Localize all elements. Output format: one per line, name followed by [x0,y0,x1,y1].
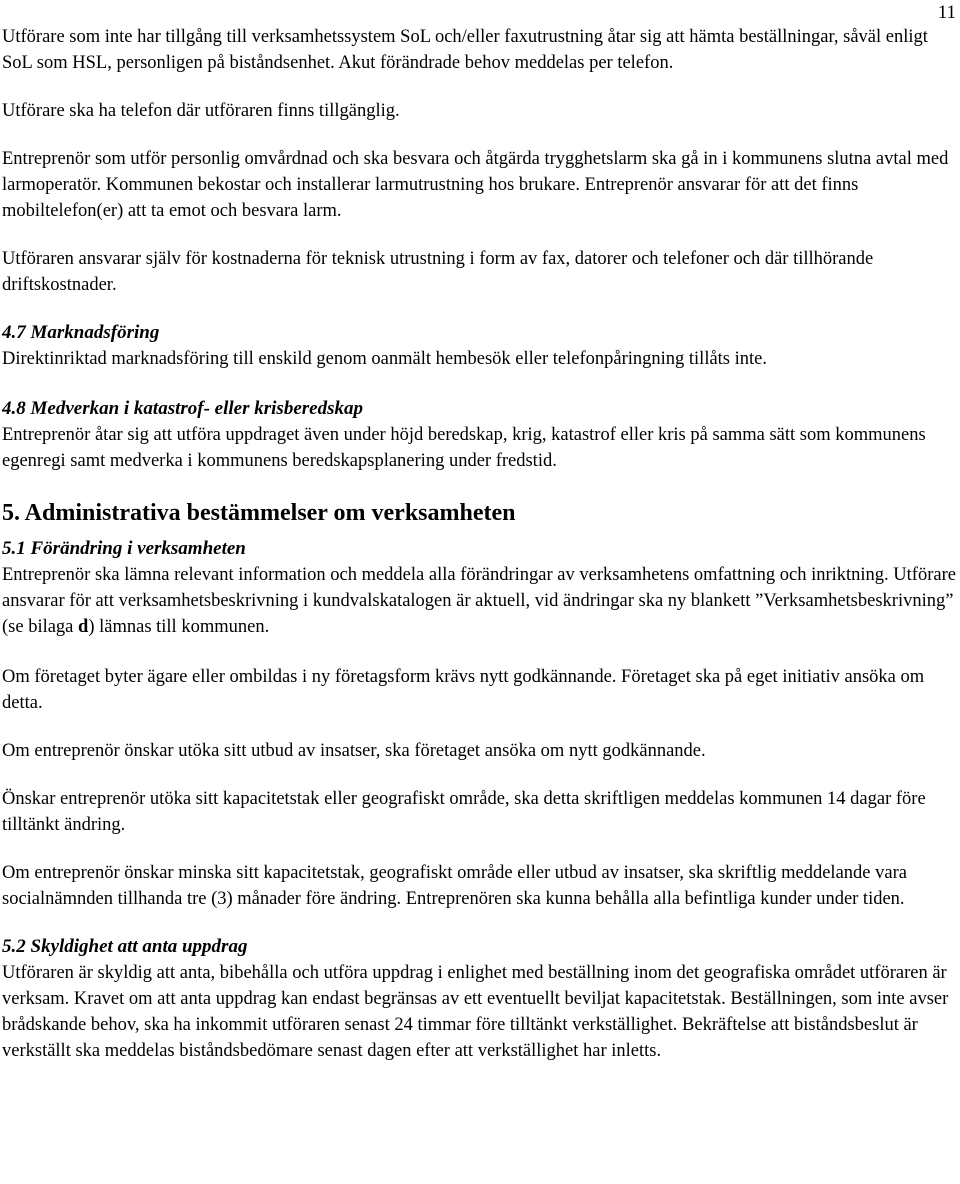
section-text: Utföraren är skyldig att anta, bibehålla och utföra uppdrag i enlighet med beställning inom det geografiska området utföraren är verksam. Kravet om att anta uppdrag kan endast begränsas av ett eventuellt beviljat kapacitetstak. Beställningen, som inte avser brådskande behov, ska ha inkommit utföraren senast 24 timmar före tilltänkt verkställighet. Bekräftelse att biståndsbeslut är verkställt ska meddelas biståndsbedömare senast dagen efter att verkställighet har inletts. [2,963,949,1061]
paragraph-5-1-c: Önskar entreprenör utöka sitt kapacitetstak eller geografiskt område, ska detta skriftligen meddelas kommunen 14 dagar före tilltänkt ändring. [2,789,926,835]
section-text: Direktinriktad marknadsföring till enskild genom oanmält hembesök eller telefonpåringning tillåts inte. [2,349,767,369]
paragraph-intro-4: Utföraren ansvarar själv för kostnaderna för teknisk utrustning i form av fax, datorer och telefoner och där tillhörande driftskostnader. [2,249,874,295]
section-text: Entreprenör åtar sig att utföra uppdraget även under höjd beredskap, krig, katastrof eller kris på samma sätt som kommunens egenregi samt medverka i kommunens beredskapsplanering under fredstid. [2,425,926,471]
section-heading: 5.2 Skyldighet att anta uppdrag [2,936,248,957]
chapter-heading: 5. Administrativa bestämmelser om verksamheten [2,500,516,526]
bold-letter: d [78,617,89,637]
paragraph-intro-3: Entreprenör som utför personlig omvårdnad och ska besvara och åtgärda trygghetslarm ska gå in i kommunens slutna avtal med larmoperatör. Kommunen bekostar och installerar larmutrustning hos brukare. Entreprenör ansvarar för att det finns mobiltelefon(er) att ta emot och besvara larm. [2,149,949,221]
document-body [2,24,958,1088]
section-text [2,562,958,640]
section-4-8 [2,396,958,474]
page-number: 11 [937,2,956,23]
paragraph-intro-1: Utförare som inte har tillgång till verksamhetssystem SoL och/eller faxutrustning åtar sig att hämta beställningar, såväl enligt SoL som HSL, personligen på biståndsenhet. Akut förändrade behov meddelas per telefon. [2,27,928,73]
text-before-bold: Entreprenör ska lämna relevant information och meddela alla förändringar av verksamhetens omfattning och inriktning. Utförare ansvarar för att verksamhetsbeskrivning i kundvalskatalogen är aktuell, vid ändringar ska ny blankett ”Verksamhetsbeskrivning” (se bilaga [2,565,956,637]
section-4-7 [2,320,958,372]
section-heading: 5.1 Förändring i verksamheten [2,538,246,559]
section-5-1 [2,536,958,640]
paragraph-5-1-d: Om entreprenör önskar minska sitt kapacitetstak, geografiskt område eller utbud av insatser, ska skriftlig meddelande vara socialnämnden tillhanda tre (3) månader före ändring. Entreprenören ska kunna behålla alla befintliga kunder under tiden. [2,863,907,909]
paragraph-5-1-b: Om entreprenör önskar utöka sitt utbud av insatser, ska företaget ansöka om nytt godkännande. [2,741,706,761]
section-heading: 4.7 Marknadsföring [2,322,160,343]
section-5-2 [2,934,958,1064]
paragraph-intro-2: Utförare ska ha telefon där utföraren finns tillgänglig. [2,101,400,121]
section-heading: 4.8 Medverkan i katastrof- eller krisberedskap [2,398,363,419]
paragraph-5-1-a: Om företaget byter ägare eller ombildas i ny företagsform krävs nytt godkännande. Företaget ska på eget initiativ ansöka om detta. [2,667,925,713]
text-after-bold: ) lämnas till kommunen. [88,617,270,637]
